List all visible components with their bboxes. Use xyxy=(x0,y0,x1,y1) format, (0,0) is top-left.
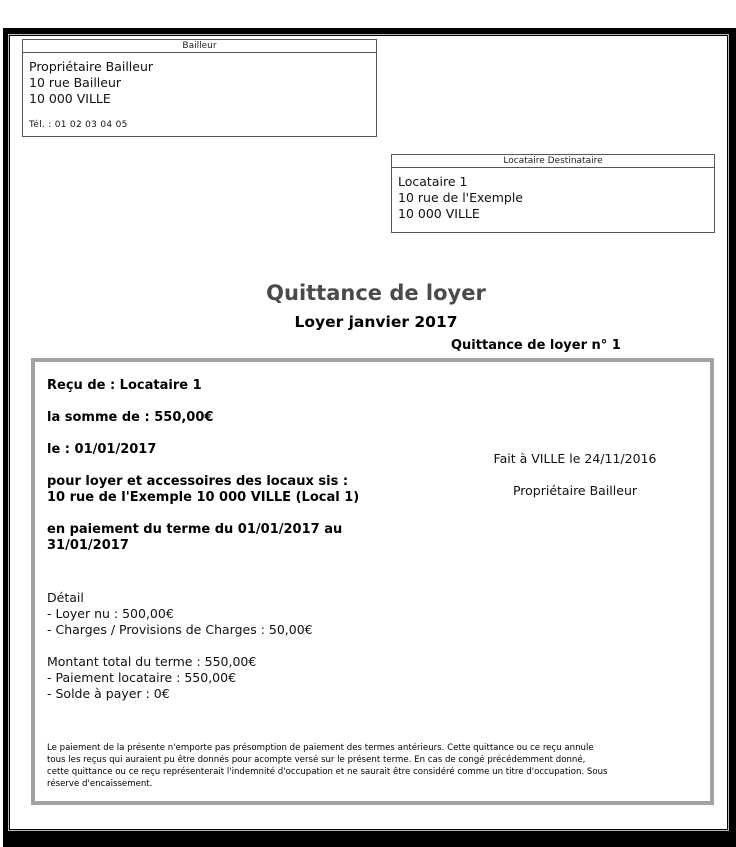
receipt-box xyxy=(31,358,714,805)
term-line-2: 31/01/2017 xyxy=(47,538,129,553)
locataire-name: Locataire 1 xyxy=(398,174,468,189)
locataire-box xyxy=(391,154,715,233)
receipt-number: Quittance de loyer n° 1 xyxy=(451,338,621,353)
legal-notice xyxy=(47,742,707,790)
locataire-city: 10 000 VILLE xyxy=(398,206,480,221)
tenant-payment: - Paiement locataire : 550,00€ xyxy=(47,670,237,685)
locataire-header: Locataire Destinataire xyxy=(392,155,714,168)
period-title: Loyer janvier 2017 xyxy=(294,313,458,331)
bailleur-phone: Tél. : 01 02 03 04 05 xyxy=(29,120,128,130)
bailleur-street: 10 rue Bailleur xyxy=(29,75,122,90)
payment-date: le : 01/01/2017 xyxy=(47,442,157,457)
bailleur-name: Propriétaire Bailleur xyxy=(29,59,154,74)
place-date: Fait à VILLE le 24/11/2016 xyxy=(493,451,657,466)
legal-line: Le paiement de la présente n'emporte pas présomption de paiement des termes antérieurs. Cette quittance ou ce reçu annule xyxy=(47,743,594,753)
premises-line-2: 10 rue de l'Exemple 10 000 VILLE (Local 1) xyxy=(47,490,360,505)
balance-due: - Solde à payer : 0€ xyxy=(47,686,170,701)
bailleur-city: 10 000 VILLE xyxy=(29,91,111,106)
term-line-1: en paiement du terme du 01/01/2017 au xyxy=(47,522,343,537)
legal-line: cette quittance ou ce reçu représenterait l'indemnité d'occupation et ne saurait être considéré comme un titre d'occupation. Sous xyxy=(47,767,608,777)
detail-rent: - Loyer nu : 500,00€ xyxy=(47,606,174,621)
bailleur-box xyxy=(22,39,377,137)
premises-line-1: pour loyer et accessoires des locaux sis : xyxy=(47,474,349,489)
received-from: Reçu de : Locataire 1 xyxy=(47,378,202,393)
signature: Propriétaire Bailleur xyxy=(512,483,638,498)
total-amount: Montant total du terme : 550,00€ xyxy=(47,654,257,669)
bailleur-header: Bailleur xyxy=(23,40,376,53)
amount: la somme de : 550,00€ xyxy=(47,410,214,425)
locataire-street: 10 rue de l'Exemple xyxy=(398,190,523,205)
detail-charges: - Charges / Provisions de Charges : 50,00€ xyxy=(47,622,313,637)
detail-title: Détail xyxy=(47,590,84,605)
legal-line: réserve d'encaissement. xyxy=(47,779,153,789)
legal-line: tous les reçus qui auraient pu être donnés pour acompte versé sur le présent terme. En cas de congé précédemment donné, xyxy=(47,755,586,765)
document-title: Quittance de loyer xyxy=(266,281,486,305)
